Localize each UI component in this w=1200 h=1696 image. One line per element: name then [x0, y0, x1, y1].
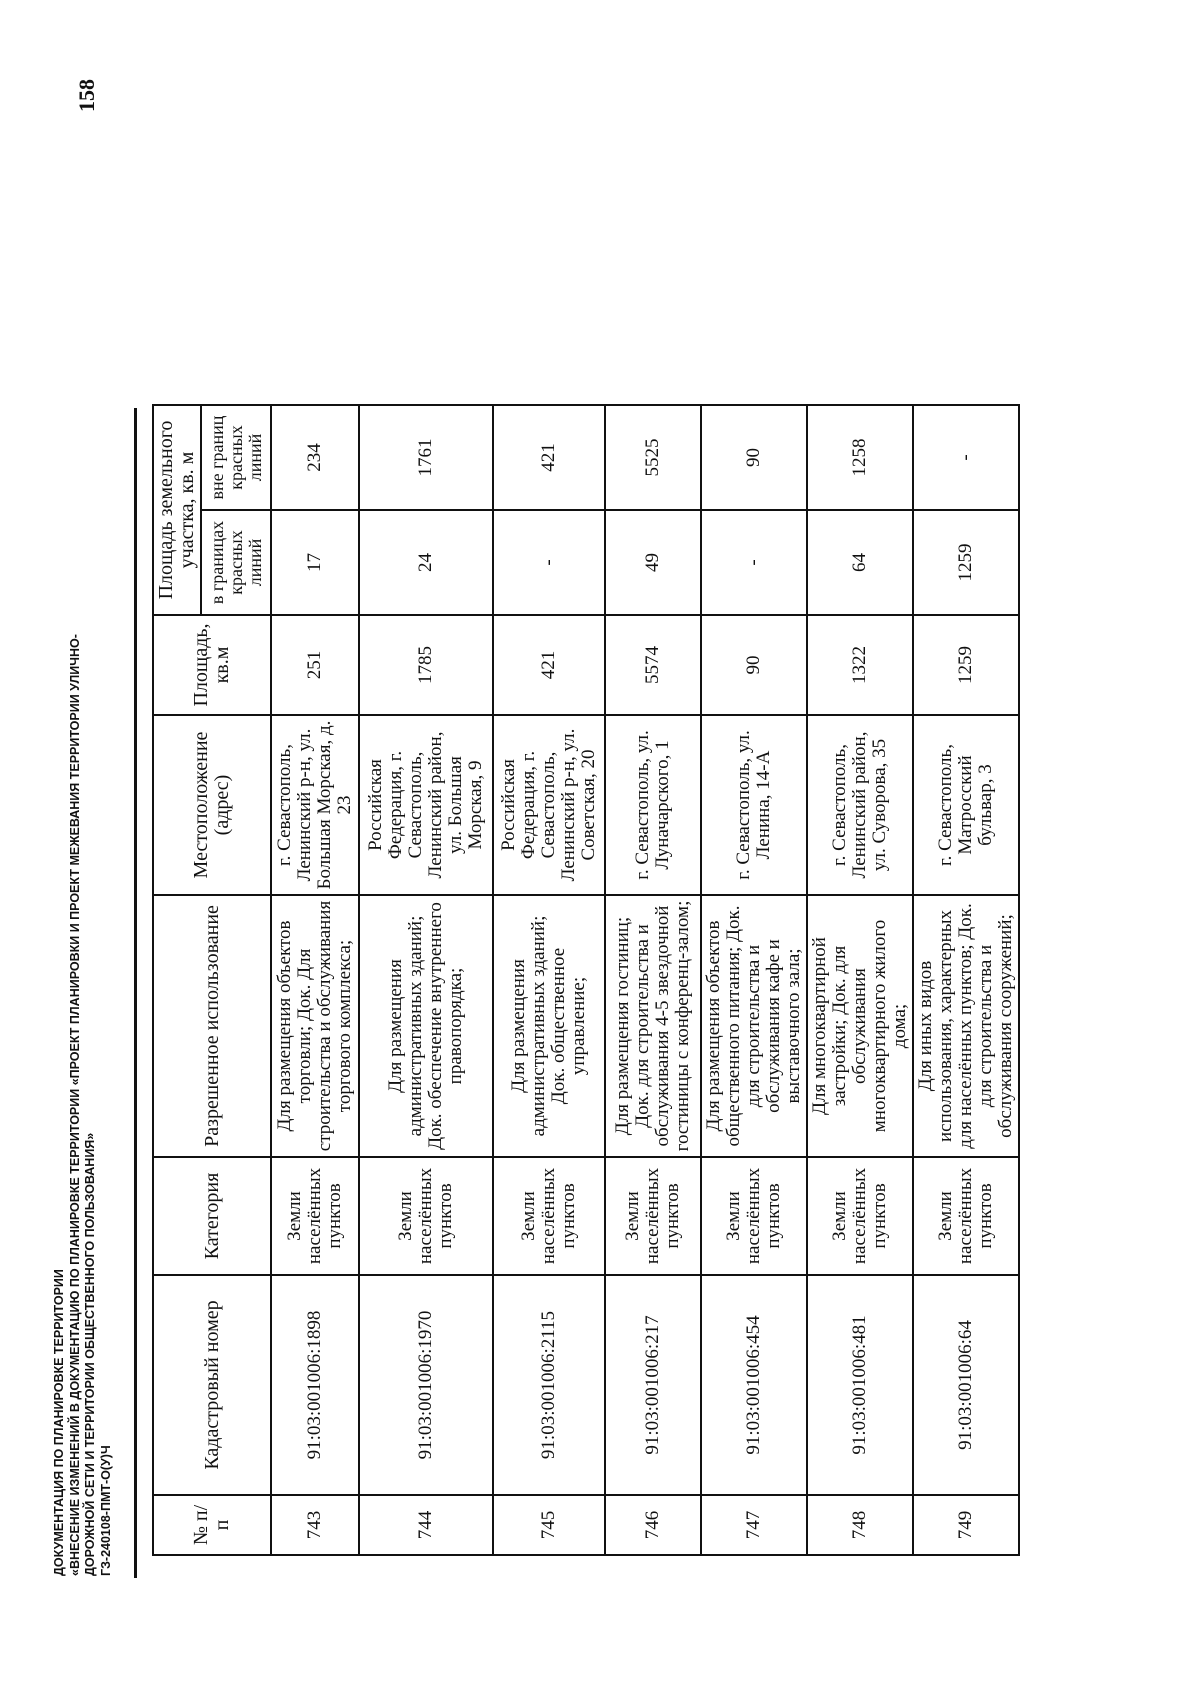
- cell-permitted-use: Для размещения объектов торговли; Док. Для строительства и обслуживания торгового комплекса;: [271, 895, 359, 1157]
- cell-num: 744: [359, 1495, 493, 1555]
- cell-area: 421: [493, 615, 605, 715]
- table-row: [913, 405, 1019, 1555]
- cell-inside: -: [701, 510, 807, 615]
- cell-inside: 49: [605, 510, 701, 615]
- cell-cadastral: 91:03:001006:1970: [359, 1275, 493, 1495]
- cell-location: Российская Федерация, г. Севастополь, Ленинский р-н, ул. Советская, 20: [493, 715, 605, 895]
- cell-area: 1785: [359, 615, 493, 715]
- table-row: [701, 405, 807, 1555]
- cell-permitted-use: Для иных видов использования, характерных для населённых пунктов; Док. для строительства и обслуживания сооружений;: [913, 895, 1019, 1157]
- document-header: [52, 576, 114, 1576]
- cell-category: Земли населённых пунктов: [359, 1157, 493, 1275]
- cell-outside: -: [913, 405, 1019, 510]
- cell-num: 746: [605, 1495, 701, 1555]
- table-row: [271, 405, 359, 1555]
- header-num: № п/п: [153, 1495, 271, 1555]
- cell-area: 251: [271, 615, 359, 715]
- cell-category: Земли населённых пунктов: [807, 1157, 913, 1275]
- cell-category: Земли населённых пунктов: [493, 1157, 605, 1275]
- cell-category: Земли населённых пунктов: [605, 1157, 701, 1275]
- cell-outside: 1761: [359, 405, 493, 510]
- cell-inside: 1259: [913, 510, 1019, 615]
- page-number: 158: [74, 79, 99, 112]
- cell-inside: 64: [807, 510, 913, 615]
- cell-category: Земли населённых пунктов: [271, 1157, 359, 1275]
- cell-num: 747: [701, 1495, 807, 1555]
- cell-outside: 90: [701, 405, 807, 510]
- header-line-3: ДОРОЖНОЙ СЕТИ И ТЕРРИТОРИИ ОБЩЕСТВЕННОГО ПОЛЬЗОВАНИЯ»: [83, 1132, 97, 1576]
- header-land-area-group: Площадь земельного участка, кв. м: [153, 405, 201, 615]
- cell-area: 90: [701, 615, 807, 715]
- land-plots-table: [152, 404, 1020, 1556]
- cell-cadastral: 91:03:001006:454: [701, 1275, 807, 1495]
- cell-num: 745: [493, 1495, 605, 1555]
- header-line-4: ГЗ-240108-ПМТ-О(У)Ч: [98, 1445, 113, 1576]
- table-row: [359, 405, 493, 1555]
- cell-outside: 5525: [605, 405, 701, 510]
- cell-location: г. Севастополь, ул. Луначарского, 1: [605, 715, 701, 895]
- cell-permitted-use: Для многоквартирной застройки; Док. для обслуживания многоквартирного жилого дома;: [807, 895, 913, 1157]
- cell-cadastral: 91:03:001006:64: [913, 1275, 1019, 1495]
- cell-permitted-use: Для размещения административных зданий; Док. обеспечение внутреннего правопорядка;: [359, 895, 493, 1157]
- cell-outside: 234: [271, 405, 359, 510]
- cell-outside: 421: [493, 405, 605, 510]
- header-outside-red-lines: вне границ красных линий: [201, 405, 271, 510]
- cell-category: Земли населённых пунктов: [701, 1157, 807, 1275]
- cell-cadastral: 91:03:001006:2115: [493, 1275, 605, 1495]
- cell-area: 5574: [605, 615, 701, 715]
- cell-inside: 17: [271, 510, 359, 615]
- header-divider: [134, 408, 137, 1578]
- cell-permitted-use: Для размещения гостиниц; Док. для строительства и обслуживания 4-5 звездочной гостиницы с конференц-залом;: [605, 895, 701, 1157]
- cell-location: Российская Федерация, г. Севастополь, Ленинский район, ул. Большая Морская, 9: [359, 715, 493, 895]
- cell-cadastral: 91:03:001006:481: [807, 1275, 913, 1495]
- cell-category: Земли населённых пунктов: [913, 1157, 1019, 1275]
- cell-inside: -: [493, 510, 605, 615]
- cell-location: г. Севастополь, Ленинский район, ул. Суворова, 35: [807, 715, 913, 895]
- cell-area: 1259: [913, 615, 1019, 715]
- cell-location: г. Севастополь, Ленинский р-н, ул. Большая Морская, д. 23: [271, 715, 359, 895]
- cell-num: 748: [807, 1495, 913, 1555]
- cell-permitted-use: Для размещения объектов общественного питания; Док. для строительства и обслуживания кафе и выставочного зала;: [701, 895, 807, 1157]
- table-row: [605, 405, 701, 1555]
- cell-location: г. Севастополь, Матросский бульвар, 3: [913, 715, 1019, 895]
- table-row: [493, 405, 605, 1555]
- table-row: [807, 405, 913, 1555]
- cell-location: г. Севастополь, ул. Ленина, 14-А: [701, 715, 807, 895]
- cell-cadastral: 91:03:001006:217: [605, 1275, 701, 1495]
- cell-permitted-use: Для размещения административных зданий; Док. общественное управление;: [493, 895, 605, 1157]
- cell-num: 749: [913, 1495, 1019, 1555]
- header-line-1: ДОКУМЕНТАЦИЯ ПО ПЛАНИРОВКЕ ТЕРРИТОРИИ: [52, 1269, 66, 1576]
- cell-inside: 24: [359, 510, 493, 615]
- cell-cadastral: 91:03:001006:1898: [271, 1275, 359, 1495]
- cell-outside: 1258: [807, 405, 913, 510]
- cell-area: 1322: [807, 615, 913, 715]
- header-permitted-use: Разрешенное использование: [153, 895, 271, 1157]
- header-location: Местоположение (адрес): [153, 715, 271, 895]
- header-inside-red-lines: в границах красных линий: [201, 510, 271, 615]
- cell-num: 743: [271, 1495, 359, 1555]
- header-category: Категория: [153, 1157, 271, 1275]
- header-area: Площадь, кв.м: [153, 615, 271, 715]
- header-line-2: «ВНЕСЕНИЕ ИЗМЕНЕНИЙ В ДОКУМЕНТАЦИЮ ПО ПЛАНИРОВКЕ ТЕРРИТОРИИ «ПРОЕКТ ПЛАНИРОВКИ И ПРОЕКТ МЕЖЕВАНИЯ ТЕРРИТОРИИ УЛИЧНО-: [67, 634, 82, 1576]
- header-cadastral: Кадастровый номер: [153, 1275, 271, 1495]
